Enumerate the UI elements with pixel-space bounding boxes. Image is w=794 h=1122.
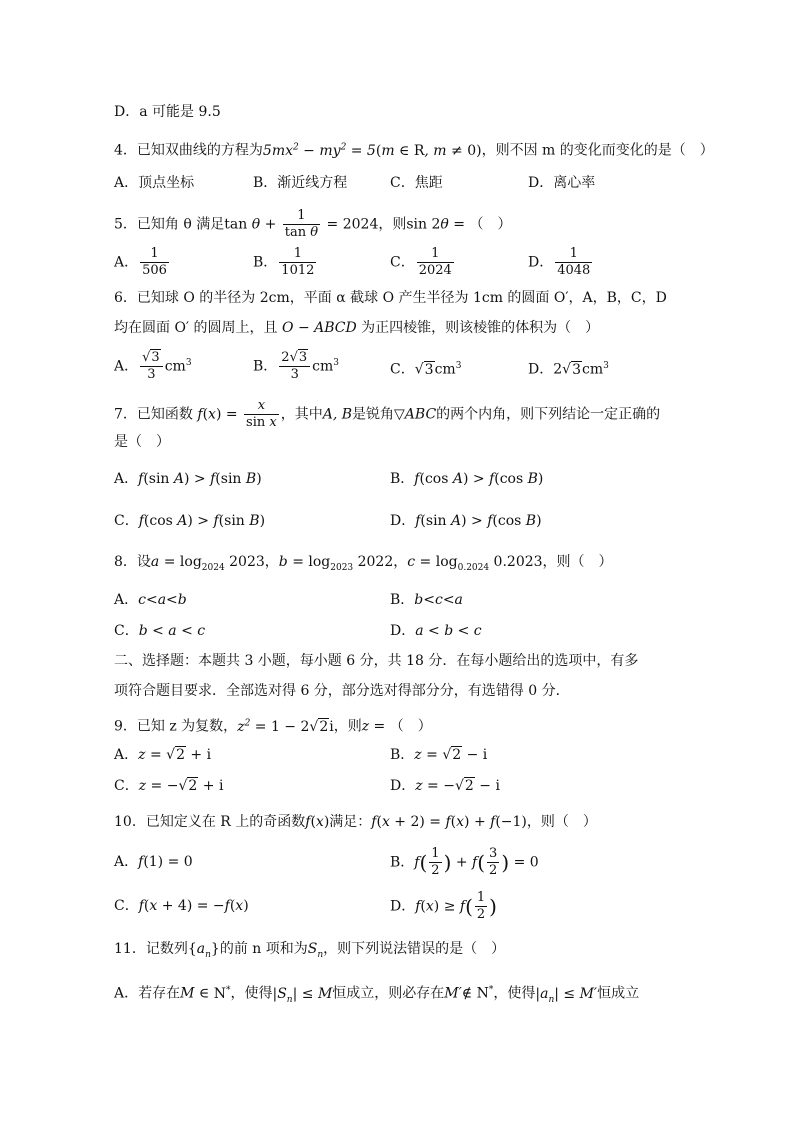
q6-option-c: C．$√3cm^3$ bbox=[390, 361, 462, 378]
q6-option-a: A． $\frac{√3}{3}$ $cm^3$ bbox=[114, 350, 192, 382]
section2-line1: 二、选择题：本题共 3 小题，每小题 6 分，共 18 分．在每小题给出的选项中，有多 bbox=[114, 653, 639, 669]
q7-option-b: B．f(cos A) > f(cos B) bbox=[390, 471, 544, 487]
q7-line2: 是（ ） bbox=[114, 434, 170, 450]
section2-line2: 项符合题目要求．全部选对得 6 分，部分选对得部分分，有选错得 0 分． bbox=[114, 683, 570, 699]
q4-option-c: C．焦距 bbox=[390, 175, 443, 191]
q10-option-a: A．f(1) = 0 bbox=[114, 854, 193, 870]
q5-fraction: $\frac{1}{\text{tan θ}}$ bbox=[284, 208, 319, 240]
q6-option-b: B． $\frac{2√3}{3}$ $cm^3$ bbox=[253, 350, 339, 382]
q4-option-b: B．渐近线方程 bbox=[253, 175, 348, 191]
q8-option-b: B．b<c<a bbox=[390, 592, 463, 608]
q4-equation: $5mx^2 - my^2 = 5(m$ ∈ R, m ≠ 0) bbox=[262, 142, 482, 159]
q9-option-a: A．z = √2 + i bbox=[114, 747, 212, 763]
q6-line2: 均在圆面 O′ 的圆周上，且 O − ABCD 为正四棱锥，则该棱锥的体积为（ ） bbox=[114, 320, 600, 336]
q9-option-d: D．z = −√2 − i bbox=[390, 778, 500, 794]
q10-stem: 10．已知定义在 R 上的奇函数f(x)满足：f(x + 2) = f(x) + f(−1)，则（ ） bbox=[114, 814, 597, 830]
q11-option-a: A．若存在M ∈ N*，使得$|S_n| \le M$恒成立，则必存在M′∉ N*，使得$|a_n| \le M'$恒成立 bbox=[114, 985, 640, 1005]
q4-option-d: D．离心率 bbox=[528, 175, 596, 191]
q5-option-d: D． $\frac{1}{4048}$ bbox=[528, 246, 591, 278]
q5-option-a: A． $\frac{1}{506}$ bbox=[114, 246, 167, 278]
q10-option-c: C．f(x + 4) = −f(x) bbox=[114, 898, 249, 914]
q11-stem: 11．记数列$\{a_n\}$的前 n 项和为$S_n$，则下列说法错误的是（ ） bbox=[114, 941, 506, 960]
q10-option-b: B．f( $\frac{1}{2}$ ) + f( $\frac{3}{2}$ ) = 0 bbox=[390, 846, 539, 878]
q9-option-b: B．z = √2 − i bbox=[390, 747, 488, 763]
q4-option-a: A．顶点坐标 bbox=[114, 175, 195, 191]
q8-option-d: D．a < b < c bbox=[390, 623, 482, 639]
q5-option-b: B． $\frac{1}{1012}$ bbox=[253, 246, 315, 278]
q9-stem: 9．已知 z 为复数，$z^2 = 1 - 2√2i$，则z = （ ） bbox=[114, 718, 432, 735]
q5-stem: 5．已知角 θ 满足tan θ + $\frac{1}{\text{tan θ}}$ = 2024，则sin 2θ = （ ） bbox=[114, 208, 512, 240]
q7-option-d: D．f(sin A) > f(cos B) bbox=[390, 513, 542, 529]
q7-line1: 7．已知函数 f(x) = $\frac{x}{\text{sin x}}$ ，其中A, B是锐角▽ABC的两个内角，则下列结论一定正确的 bbox=[114, 398, 661, 430]
q5-option-c: C． $\frac{1}{2024}$ bbox=[390, 246, 452, 278]
q7-option-c: C．f(cos A) > f(sin B) bbox=[114, 513, 266, 529]
q8-stem: 8．设$a = \log_{2024} 2023$，$b = \log_{2023} 2022$，$c = \log_{0.2024} 0.2023$，则（ ） bbox=[114, 554, 613, 573]
q6-line1: 6．已知球 O 的半径为 2cm，平面 α 截球 O 产生半径为 1cm 的圆面 O′，A，B，C，D bbox=[114, 290, 667, 306]
q8-option-a: A．c<a<b bbox=[114, 592, 187, 608]
q6-option-d: D．$2√3cm^3$ bbox=[528, 361, 609, 378]
q7-option-a: A．f(sin A) > f(sin B) bbox=[114, 471, 262, 487]
q9-option-c: C．z = −√2 + i bbox=[114, 778, 224, 794]
q10-option-d: D．f(x) ≥ f( $\frac{1}{2}$ ) bbox=[390, 890, 497, 922]
q4-stem: 4．已知双曲线的方程为$5mx^2 - my^2 = 5(m$ ∈ R, m ≠ 0)，则不因 m 的变化而变化的是（ ） bbox=[114, 142, 714, 159]
q3-option-d: D．a 可能是 9.5 bbox=[114, 104, 221, 120]
q8-option-c: C．b < a < c bbox=[114, 623, 206, 639]
